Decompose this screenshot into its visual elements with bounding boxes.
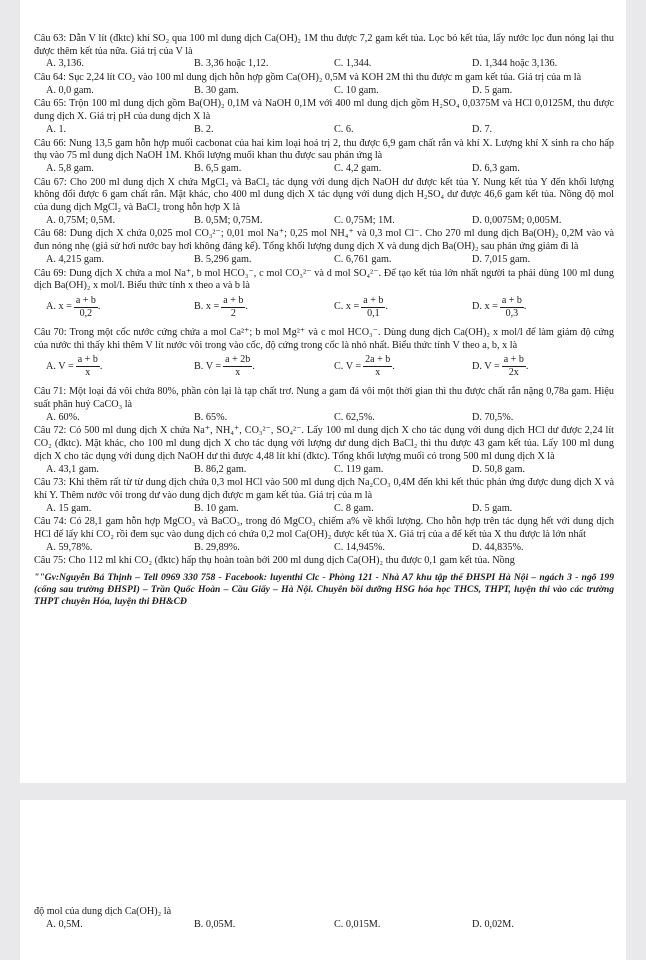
question-text: Câu 69: Dung dịch X chứa a mol Na⁺, b mol HCO₃⁻, c mol CO₃²⁻ và d mol SO₄²⁻. Để tạo kết tủa lớn nhất người ta phải dùng 100 ml dung dịch Ba(OH)₂ x mol/l. Biểu thức tính x theo a và b là <box>34 267 614 292</box>
option-d: D. x = $\frac{a + b}{0,3}$ . <box>472 294 527 319</box>
option-b: B. 65%. <box>194 411 228 423</box>
answer-options <box>34 542 614 555</box>
option-b: B. 6,5 gam. <box>194 162 242 174</box>
option-c: C. 0,75M; 1M. <box>334 214 395 226</box>
option-c: C. 0,015M. <box>334 918 381 930</box>
question-text: Câu 74: Có 28,1 gam hỗn hợp MgCO₃ và BaCO₃, trong đó MgCO₃ chiếm a% về khối lượng. Cho hỗn hợp trên tác dụng hết với dung dịch HCl để lấy khí CO₂ rồi đem sục vào dung dịch có chứa 0,2 mol Ca(OH)₂ được kết tủa X. Giá trị của a để kết tủa X thu được là lớn nhất <box>34 516 614 541</box>
option-label: C. x = <box>334 301 360 313</box>
numerator: a + b <box>503 354 524 366</box>
answer-options <box>34 215 614 228</box>
denominator: 0,1 <box>367 307 380 319</box>
answer-options <box>34 85 614 98</box>
option-d: D. 44,835%. <box>472 541 524 553</box>
option-b: B. 0,05M. <box>194 918 236 930</box>
option-d: D. 7,015 gam. <box>472 253 531 265</box>
option-b: B. 0,5M; 0,75M. <box>194 214 263 226</box>
question-text: Câu 70: Trong một cốc nước cứng chứa a mol Ca²⁺; b mol Mg²⁺ và c mol HCO₃⁻. Dùng dung dịch Ca(OH)₂ x mol/l để làm giảm độ cứng của nước thì thấy khi thêm V lít nước vôi trong vào cốc, độ cứng trong cốc là nhỏ nhất. Biểu thức tính V theo a, b, x là <box>34 326 614 351</box>
option-d: D. 6,3 gam. <box>472 162 520 174</box>
denominator: 2x <box>508 367 519 379</box>
option-b: B. x = $\frac{a + b}{2}$ . <box>194 294 248 319</box>
option-a: A. 5,8 gam. <box>46 162 94 174</box>
page-two <box>20 800 626 960</box>
question-text: Câu 73: Khi thêm rất từ từ dung dịch chứa 0,3 mol HCl vào 500 ml dung dịch Na₂CO₃ 0,4M đến khi kết thúc phản ứng được dung dịch X và khí Y. Thêm nước vôi trong dư vào dung dịch được m gam kết tủa. Giá trị của m là <box>34 477 614 501</box>
question-text: Câu 64: Sục 2,24 lít CO₂ vào 100 ml dung dịch hỗn hợp gồm Ca(OH)₂ 0,5M và KOH 2M thì thu được m gam kết tủa. Giá trị của m là <box>34 72 582 84</box>
answer-options <box>34 503 614 516</box>
fraction <box>502 354 526 379</box>
question-75-options <box>34 919 614 932</box>
option-c: C. 62,5%. <box>334 411 375 423</box>
fraction <box>221 295 245 320</box>
question-text: Câu 67: Cho 200 ml dung dịch X chứa MgCl₂ và BaCl₂ tác dụng với dung dịch NaOH dư được kết tủa Y. Nung kết tủa Y đến khối lượng không đổi được 6 gam chất rắn. Mặt khác, cho 400 ml dung dịch X tác dụng với dung dịch H₂SO₄ dư được 46,6 gam kết tủa. Nồng độ mol của dung dịch MgCl₂ và BaCl₂ trong hỗn hợp X là <box>34 176 614 214</box>
option-label: D. V = <box>472 360 500 372</box>
fraction <box>361 295 385 320</box>
option-a: A. 15 gam. <box>46 502 92 514</box>
question-text: Câu 71: Một loại đá vôi chứa 80%, phần còn lại là tạp chất trơ. Nung a gam đá vôi một thời gian thì thu được chất rắn nặng 0,78a gam. Hiệu suất phân huỷ CaCO₃ là <box>34 386 614 411</box>
option-d: D. 7. <box>472 123 493 135</box>
option-label: D. x = <box>472 301 498 313</box>
numerator: a + b <box>77 354 98 366</box>
denominator: 2 <box>230 307 236 319</box>
numerator: a + b <box>223 294 244 306</box>
option-c: C. 8 gam. <box>334 502 374 514</box>
option-a: A. 43,1 gam. <box>46 463 99 475</box>
option-d: D. 1,344 hoặc 3,136. <box>472 58 558 70</box>
numerator: a + b <box>75 294 96 306</box>
option-b: B. 30 gam. <box>194 84 239 96</box>
question-75-continued <box>34 906 614 932</box>
option-a: A. 4,215 gam. <box>46 253 105 265</box>
question-75-start: Câu 75: Cho 112 ml khí CO₂ (đktc) hấp thụ hoàn toàn bởi 200 ml dung dịch Ca(OH)₂ thu được 0,1 gam kết tủa. Nồng <box>34 555 515 567</box>
option-label: A. x = <box>46 301 72 313</box>
fraction <box>500 295 524 320</box>
option-a: A. 0,5M. <box>46 918 83 930</box>
page-one <box>20 0 626 783</box>
option-label: A. V = <box>46 360 74 372</box>
numerator: 2a + b <box>365 354 391 366</box>
option-d: D. 5 gam. <box>472 84 513 96</box>
denominator: x <box>85 367 91 379</box>
option-b: B. 29,89%. <box>194 541 240 553</box>
answer-options <box>34 295 614 325</box>
option-label: B. V = <box>194 360 222 372</box>
option-d: D. 0,02M. <box>472 918 514 930</box>
option-c: C. 1,344. <box>334 58 372 70</box>
option-label: C. V = <box>334 360 362 372</box>
denominator: 0,2 <box>79 307 93 319</box>
option-a: A. 60%. <box>46 411 80 423</box>
option-d: D. 0,0075M; 0,005M. <box>472 214 562 226</box>
option-b: B. 10 gam. <box>194 502 239 514</box>
answer-options <box>34 254 614 267</box>
question-75-end-text: độ mol của dung dịch Ca(OH)₂ là <box>34 906 172 917</box>
option-d: D. 5 gam. <box>472 502 513 514</box>
numerator: a + 2b <box>225 354 251 366</box>
option-b: B. V = $\frac{a + 2b}{x}$ . <box>194 354 255 379</box>
option-c: C. 119 gam. <box>334 463 384 475</box>
option-a: A. 0,0 gam. <box>46 84 94 96</box>
answer-options <box>34 412 614 425</box>
answer-options <box>34 58 614 71</box>
option-a: A. 59,78%. <box>46 541 93 553</box>
option-c: C. 6,761 gam. <box>334 253 392 265</box>
option-label: B. x = <box>194 301 220 313</box>
option-b: B. 5,296 gam. <box>194 253 252 265</box>
option-a: A. 1. <box>46 123 67 135</box>
question-text: Câu 72: Có 500 ml dung dịch X chứa Na⁺, NH₄⁺, CO₃²⁻, SO₄²⁻. Lấy 100 ml dung dịch X cho tác dụng với dung dịch HCl dư được 2,24 lít CO₂ (đktc). Mặt khác, cho 100 ml dung dịch X cho tác dụng với lượng dư dung dịch BaCl₂ thì thu được 43 gam kết tủa. Lấy 100 ml dung dịch X cho tác dụng với dung dịch NaOH dư thì được 4,48 lít khí (đktc). Tổng khối lượng muối có trong 500 ml dung dịch X là <box>34 425 614 462</box>
option-b: B. 86,2 gam. <box>194 463 247 475</box>
denominator: x <box>235 367 241 379</box>
option-a: A. V = $\frac{a + b}{x}$ . <box>46 354 103 379</box>
option-c: C. V = $\frac{2a + b}{x}$ . <box>334 354 395 379</box>
option-a: A. x = $\frac{a + b}{0,2}$ . <box>46 294 101 319</box>
answer-options <box>34 163 614 176</box>
author-footer: ""Gv:Nguyễn Bá Thịnh – Tell 0969 330 758 - Facebook: luyenthi Clc - Phòng 121 - Nhà A7 khu tập thể ĐHSPI Hà Nội – ngách 3 - ngõ 199 (cổng sau trường ĐHSPI) – Trần Quốc Hoàn – Cầu Giấy – Hà Nội. Chuyên bồi dưỡng HSG hóa học THCS, THPT, luyện thi vào các trường THPT chuyên Hóa, luyện thi ĐH&CĐ <box>34 572 614 608</box>
question-text: Câu 68: Dung dịch X chứa 0,025 mol CO₃²⁻; 0,01 mol Na⁺; 0,25 mol NH₄⁺ và 0,3 mol Cl⁻. Cho 270 ml dung dịch Ba(OH)₂ 0,2M vào và đun nóng nhẹ (giả sử hơi nước bay hơi không đáng kể). Tổng khối lượng dung dịch X và dung dịch Ba(OH)₂ sau phản ứng giảm đi là <box>34 228 614 253</box>
question-text: Câu 66: Nung 13,5 gam hỗn hợp muối cacbonat của hai kim loại hoá trị 2, thu được 6,9 gam chất rắn và khí X. Lượng khí X sinh ra cho hấp thụ vào 75 ml dung dịch NaOH 1M. Khối lượng muối khan thu được sau phản ứng là <box>34 137 614 162</box>
answer-options <box>34 124 614 137</box>
option-a: A. 0,75M; 0,5M. <box>46 214 116 226</box>
option-c: C. 10 gam. <box>334 84 379 96</box>
answer-options <box>34 464 614 477</box>
option-c: C. 14,945%. <box>334 541 385 553</box>
option-b: B. 3,36 hoặc 1,12. <box>194 58 269 70</box>
option-c: C. 4,2 gam. <box>334 162 382 174</box>
numerator: a + b <box>363 294 384 306</box>
answer-options <box>34 354 614 384</box>
fraction <box>74 295 98 320</box>
denominator: 0,3 <box>505 307 519 319</box>
option-b: B. 2. <box>194 123 214 135</box>
option-d: D. 50,8 gam. <box>472 463 525 475</box>
option-c: C. x = $\frac{a + b}{0,1}$ . <box>334 294 388 319</box>
fraction <box>363 354 392 379</box>
fraction <box>223 354 252 379</box>
option-a: A. 3,136. <box>46 58 84 70</box>
numerator: a + b <box>501 294 522 306</box>
denominator: x <box>375 367 381 379</box>
question-text: Câu 63: Dẫn V lít (đktc) khí SO₂ qua 100 ml dung dịch Ca(OH)₂ 1M thu được 7,2 gam kết tủa. Lọc bỏ kết tủa, lấy nước lọc đun nóng lại thu được thêm kết tủa nữa. Giá trị của V là <box>34 33 614 57</box>
option-c: C. 6. <box>334 123 354 135</box>
option-d: D. 70,5%. <box>472 411 514 423</box>
fraction <box>76 354 100 379</box>
option-d: D. V = $\frac{a + b}{2x}$ . <box>472 354 529 379</box>
question-list <box>34 33 614 618</box>
question-text: Câu 65: Trộn 100 ml dung dịch gồm Ba(OH)₂ 0,1M và NaOH 0,1M với 400 ml dung dịch gồm H₂SO₄ 0,0375M và HCl 0,0125M, thu được dung dịch X. Giá trị pH của dung dịch X là <box>34 98 614 123</box>
